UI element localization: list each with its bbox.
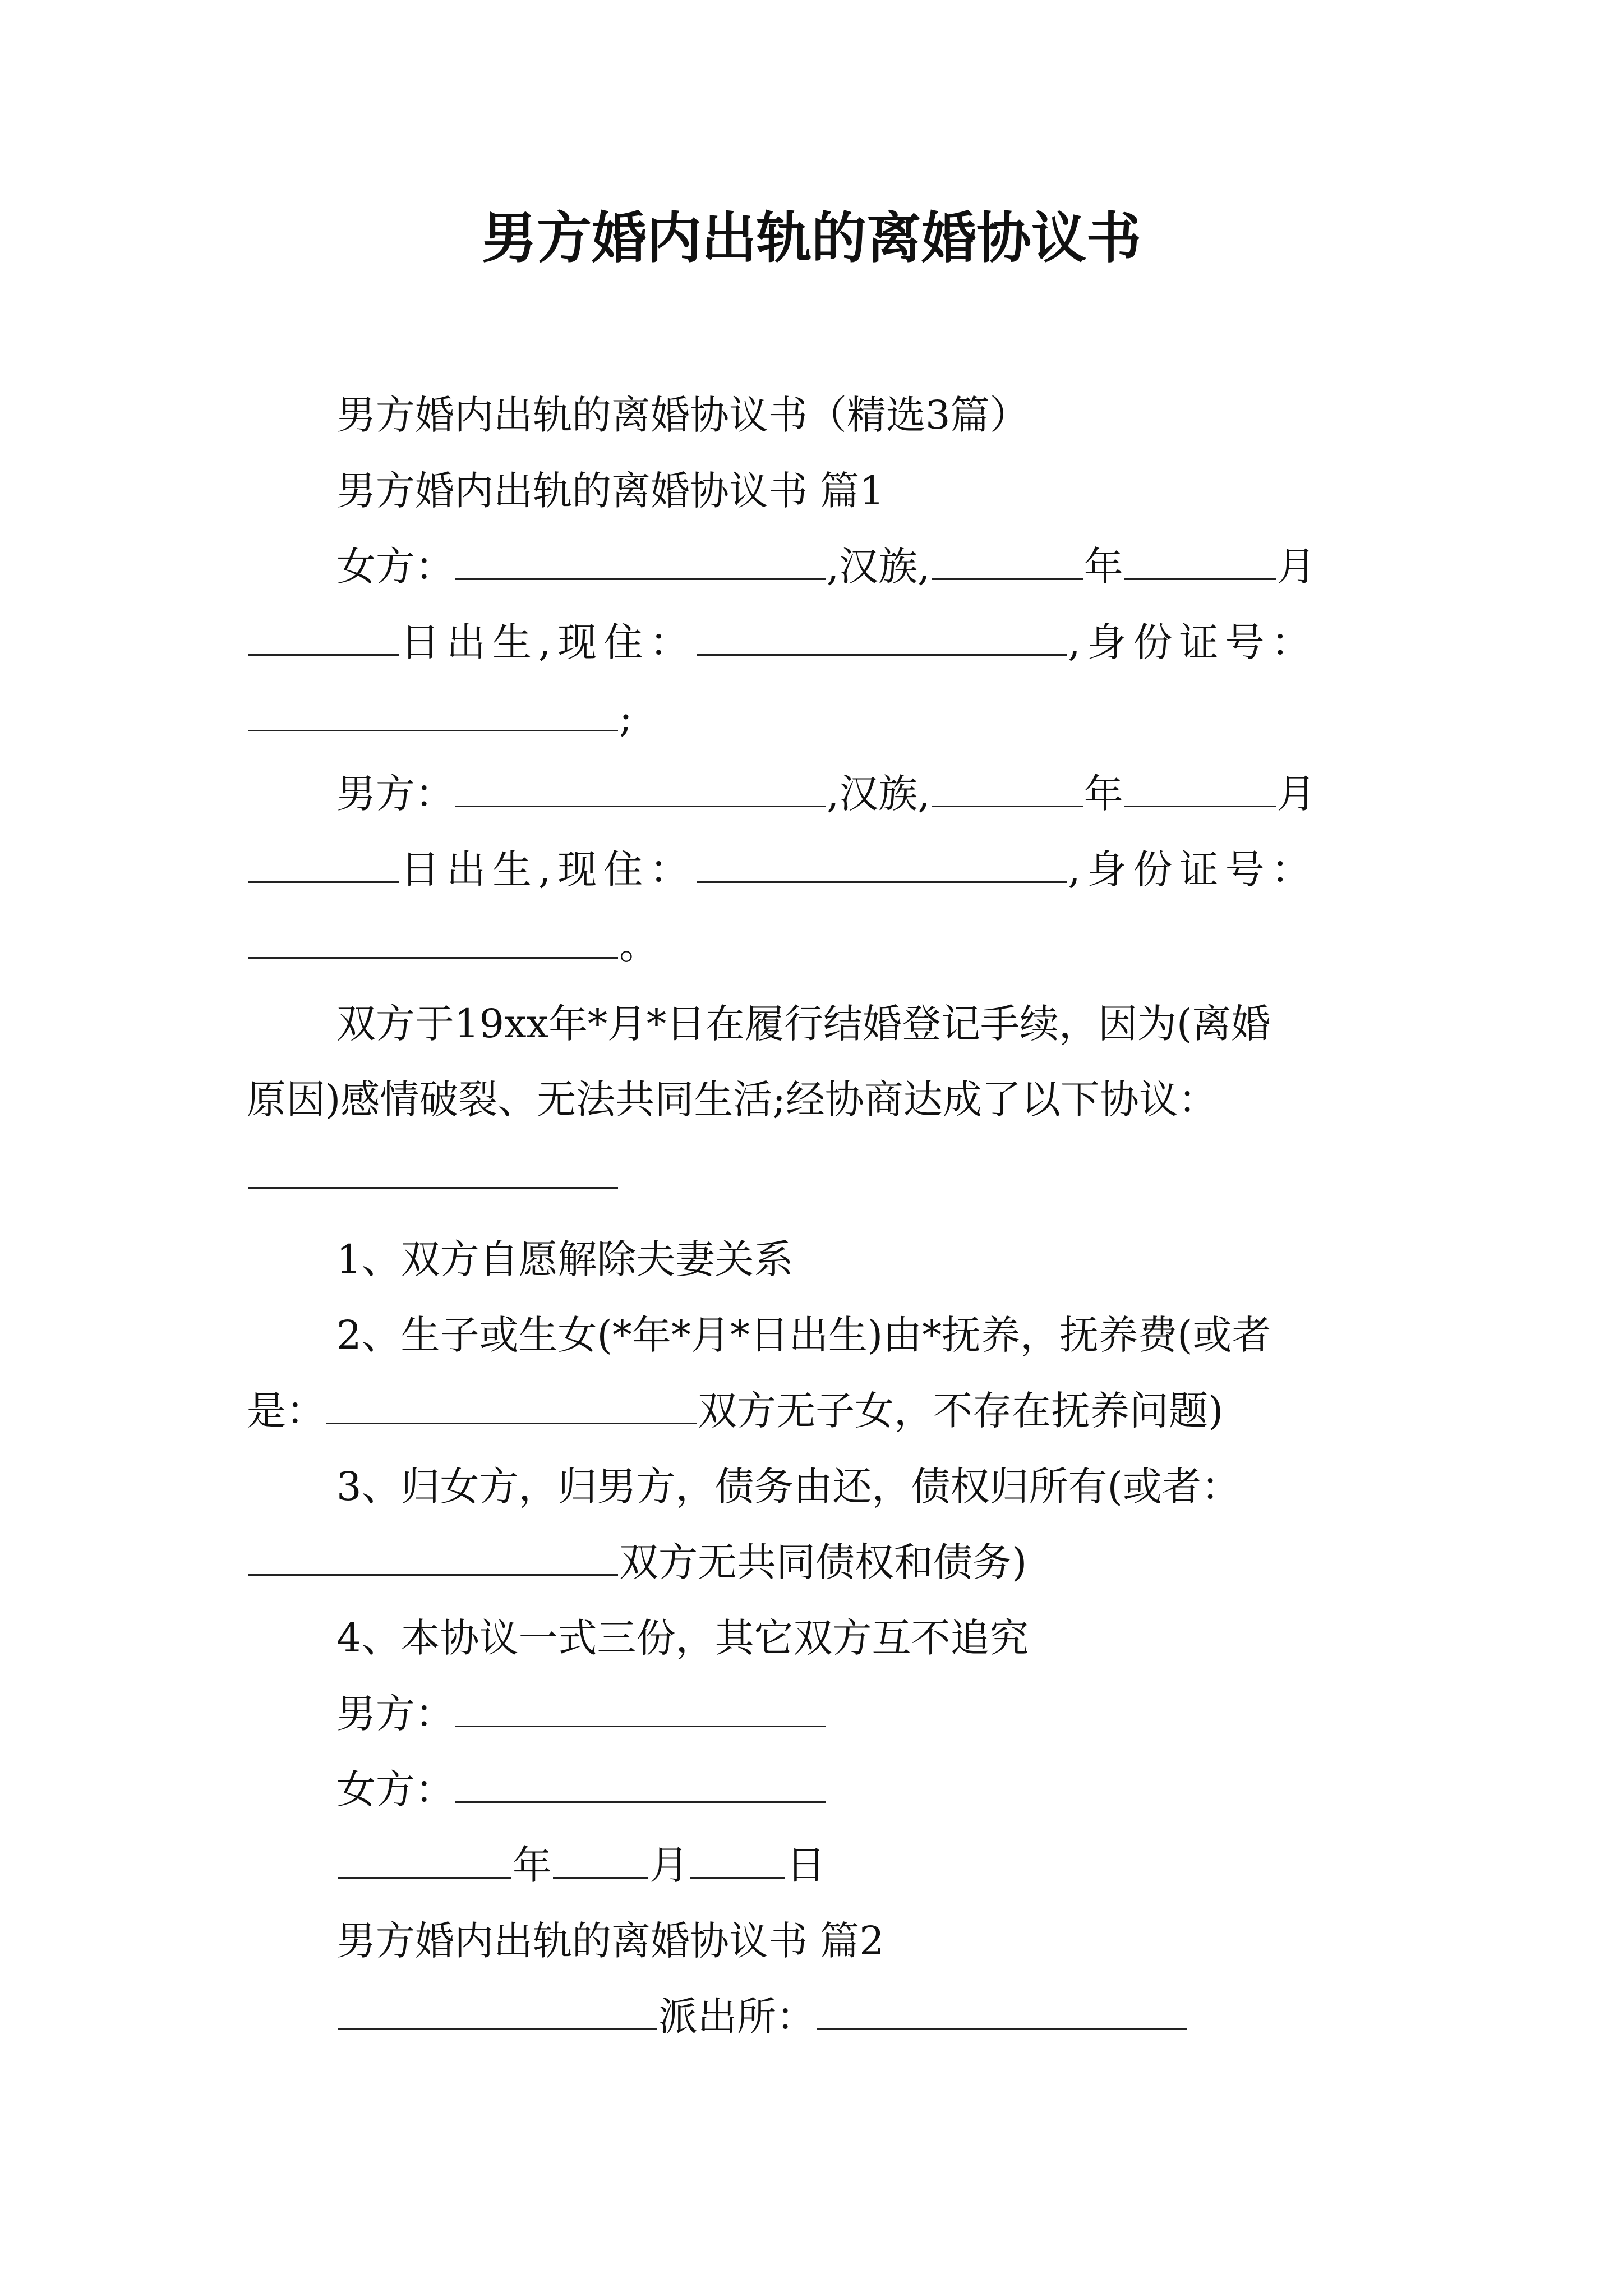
birth-month-blank (1124, 771, 1276, 807)
female-info-line-2 (247, 614, 1317, 670)
id-number-blank (248, 922, 618, 959)
female-name-blank (455, 544, 826, 580)
male-name-blank (455, 771, 826, 807)
item-3-suffix: 双方无共同债权和债务) (619, 1539, 1027, 1585)
section-heading-1: 男方婚内出轨的离婚协议书 篇1 (336, 468, 884, 514)
signature-female (336, 1761, 827, 1818)
police-name-blank (817, 1994, 1187, 2030)
ethnicity-text: ,汉族, (827, 544, 930, 590)
residence-blank (697, 846, 1067, 883)
item-2-line-1: 2、生子或生女(*年*月*日出生)由*抚养，抚养费(或者 (336, 1312, 1271, 1358)
female-label: 女方： (336, 544, 454, 590)
section-heading-2: 男方婚内出轨的离婚协议书 篇2 (336, 1918, 884, 1964)
document-title: 男方婚内出轨的离婚协议书 (481, 206, 1141, 270)
police-station-line (336, 1989, 1188, 2045)
id-label: ,身份证号： (1068, 846, 1317, 892)
item-2-blank (326, 1388, 697, 1424)
male-info-line-3 (247, 917, 658, 973)
born-residence-text: 日出生,现住： (400, 619, 696, 665)
sign-female-label: 女方： (336, 1766, 454, 1812)
year-text: 年 (1083, 544, 1123, 590)
item-2-prefix: 是： (247, 1388, 325, 1434)
birth-day-blank (248, 619, 399, 656)
year-text: 年 (1083, 771, 1123, 817)
period-text: 。 (619, 922, 658, 968)
item-3-line-2 (247, 1534, 1027, 1590)
date-month-text: 月 (649, 1842, 689, 1888)
residence-blank (697, 619, 1067, 656)
male-info-line-1 (336, 766, 1316, 822)
agreement-blank-line (247, 1147, 619, 1203)
female-info-line-3 (247, 690, 633, 746)
sign-male-label: 男方： (336, 1691, 454, 1737)
id-number-blank (248, 695, 618, 731)
ethnicity-text: ,汉族, (827, 771, 930, 817)
birth-year-blank (932, 771, 1083, 807)
born-residence-text: 日出生,现住： (400, 846, 696, 892)
item-3-line-1: 3、归女方，归男方，债务由还，债权归所有(或者： (336, 1464, 1241, 1510)
signature-male (336, 1686, 827, 1742)
item-4: 4、本协议一式三份，其它双方互不追究 (336, 1615, 1029, 1661)
police-prefix-blank (338, 1994, 657, 2030)
police-label: 派出所： (658, 1994, 815, 2040)
birth-day-blank (248, 846, 399, 883)
date-year-blank (338, 1842, 511, 1879)
item-3-blank (248, 1539, 618, 1576)
month-text: 月 (1276, 544, 1316, 590)
signature-date (336, 1837, 826, 1893)
male-label: 男方： (336, 771, 454, 817)
item-2-line-2 (247, 1383, 1223, 1439)
month-text: 月 (1276, 771, 1316, 817)
sign-female-blank (455, 1766, 826, 1803)
subtitle: 男方婚内出轨的离婚协议书（精选3篇） (336, 392, 1029, 438)
id-label: ,身份证号： (1068, 619, 1317, 665)
birth-month-blank (1124, 544, 1276, 580)
date-month-blank (553, 1842, 648, 1879)
sign-male-blank (455, 1691, 826, 1727)
intro-line-2: 原因)感情破裂、无法共同生活;经协商达成了以下协议： (247, 1076, 1218, 1122)
item-1: 1、双方自愿解除夫妻关系 (336, 1236, 794, 1282)
agreement-blank (248, 1152, 618, 1189)
date-day-text: 日 (786, 1842, 826, 1888)
semicolon-text: ; (619, 695, 633, 741)
intro-line-1: 双方于19xx年*月*日在履行结婚登记手续，因为(离婚 (336, 1001, 1271, 1047)
female-info-line-1 (336, 539, 1316, 595)
item-2-suffix: 双方无子女，不存在抚养问题) (698, 1388, 1224, 1434)
date-year-text: 年 (513, 1842, 552, 1888)
date-day-blank (690, 1842, 785, 1879)
birth-year-blank (932, 544, 1083, 580)
male-info-line-2 (247, 841, 1317, 898)
